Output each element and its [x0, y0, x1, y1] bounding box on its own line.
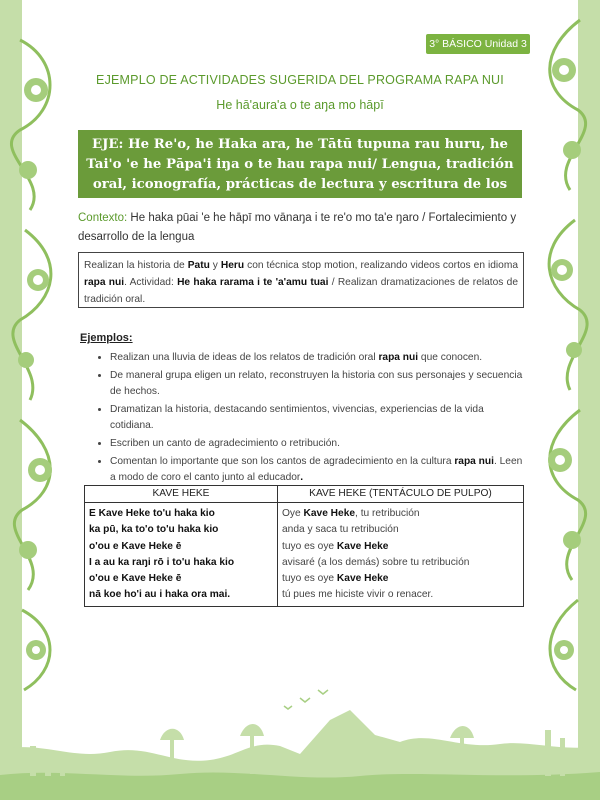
- activity-text: con técnica stop motion, realizando videos cortos en idioma: [244, 260, 518, 271]
- list-item: • Escriben un canto de agradecimiento o retribución.: [110, 436, 526, 453]
- activity-text: y: [209, 260, 221, 271]
- lyric-line: I a au ka raŋi rō i to'u haka kio: [89, 556, 235, 568]
- activity-text: / Realizan dramatizaciones de relatos de tradición oral.: [84, 277, 518, 305]
- examples-list: [80, 350, 526, 488]
- translation-line: tú pues me hiciste vivir o renacer.: [281, 589, 434, 601]
- song-rapanui-lyrics: [85, 503, 278, 607]
- document-subtitle: He hā'aura'a o te aŋa mo hāpī: [216, 98, 384, 112]
- translation-line: anda y saca tu retribución: [281, 524, 399, 536]
- song-spanish-translation: [277, 503, 523, 607]
- activity-box: [78, 252, 524, 308]
- activity-rapanui: rapa nui: [84, 277, 125, 288]
- grade-unit-badge: 3° BÁSICO Unidad 3: [426, 34, 530, 54]
- song-header-left: KAVE HEKE: [85, 486, 278, 503]
- landscape-footer-illustration: [0, 680, 600, 800]
- activity-title: He haka rarama i te 'a'amu tuai: [177, 277, 329, 288]
- contexto-text: He haka pūai 'e he hāpī mo vānaŋa i te re'o mo ta'e ŋaro / Fortalecimiento y desarrollo de la lengua: [78, 212, 517, 243]
- translation-line: tuyo es oye Kave Heke: [281, 540, 389, 552]
- song-table: [84, 485, 524, 607]
- activity-heru: Heru: [220, 260, 245, 271]
- activity-patu: Patu: [187, 260, 210, 271]
- list-item: • De maneral grupa eligen un relato, reconstruyen la historia con sus personajes y secuencia de hechos.: [110, 368, 526, 401]
- list-item: • Comentan lo importante que son los cantos de agradecimiento en la cultura rapa nui. Leen a modo de coro el canto junto al educador.: [110, 454, 526, 487]
- ejemplos-heading: Ejemplos:: [80, 332, 133, 344]
- song-header-right: KAVE HEKE (TENTÁCULO DE PULPO): [277, 486, 523, 503]
- lyric-line: nā koe ho'i au i haka ora mai.: [89, 589, 231, 601]
- list-item: • Dramatizan la historia, destacando sentimientos, vivencias, experiencias de la vida cotidiana.: [110, 402, 526, 435]
- activity-text: Realizan la historia de: [84, 260, 188, 271]
- activity-text: . Actividad:: [124, 277, 178, 288]
- lyric-line: ka pū, ka to'o to'u haka kio: [89, 524, 219, 536]
- table-row: [85, 503, 524, 607]
- contexto-label: Contexto:: [78, 212, 128, 224]
- translation-line: tuyo es oye Kave Heke: [281, 573, 389, 585]
- lyric-line: E Kave Heke to'u haka kio: [89, 508, 215, 520]
- lyric-line: o'ou e Kave Heke ē: [89, 573, 182, 585]
- list-item: • Realizan una lluvia de ideas de los relatos de tradición oral rapa nui que conocen.: [110, 350, 526, 367]
- translation-line: Oye Kave Heke, tu retribución: [281, 508, 420, 520]
- document-title: EJEMPLO DE ACTIVIDADES SUGERIDA DEL PROGRAMA RAPA NUI: [96, 73, 504, 87]
- contexto-paragraph: [78, 209, 528, 247]
- eje-banner: EJE: He Re'o, he Haka ara, he Tātū tupuna rau huru, he Tai'o 'e he Pāpa'i iŋa o te hau rapa nui/ Lengua, tradición oral, iconografía, prácticas de lectura y escritura de los pueblos originarios.: [78, 130, 522, 198]
- lyric-line: o'ou e Kave Heke ē: [89, 540, 182, 552]
- table-header-row: [85, 486, 524, 503]
- translation-line: avisaré (a los demás) sobre tu retribución: [281, 556, 470, 568]
